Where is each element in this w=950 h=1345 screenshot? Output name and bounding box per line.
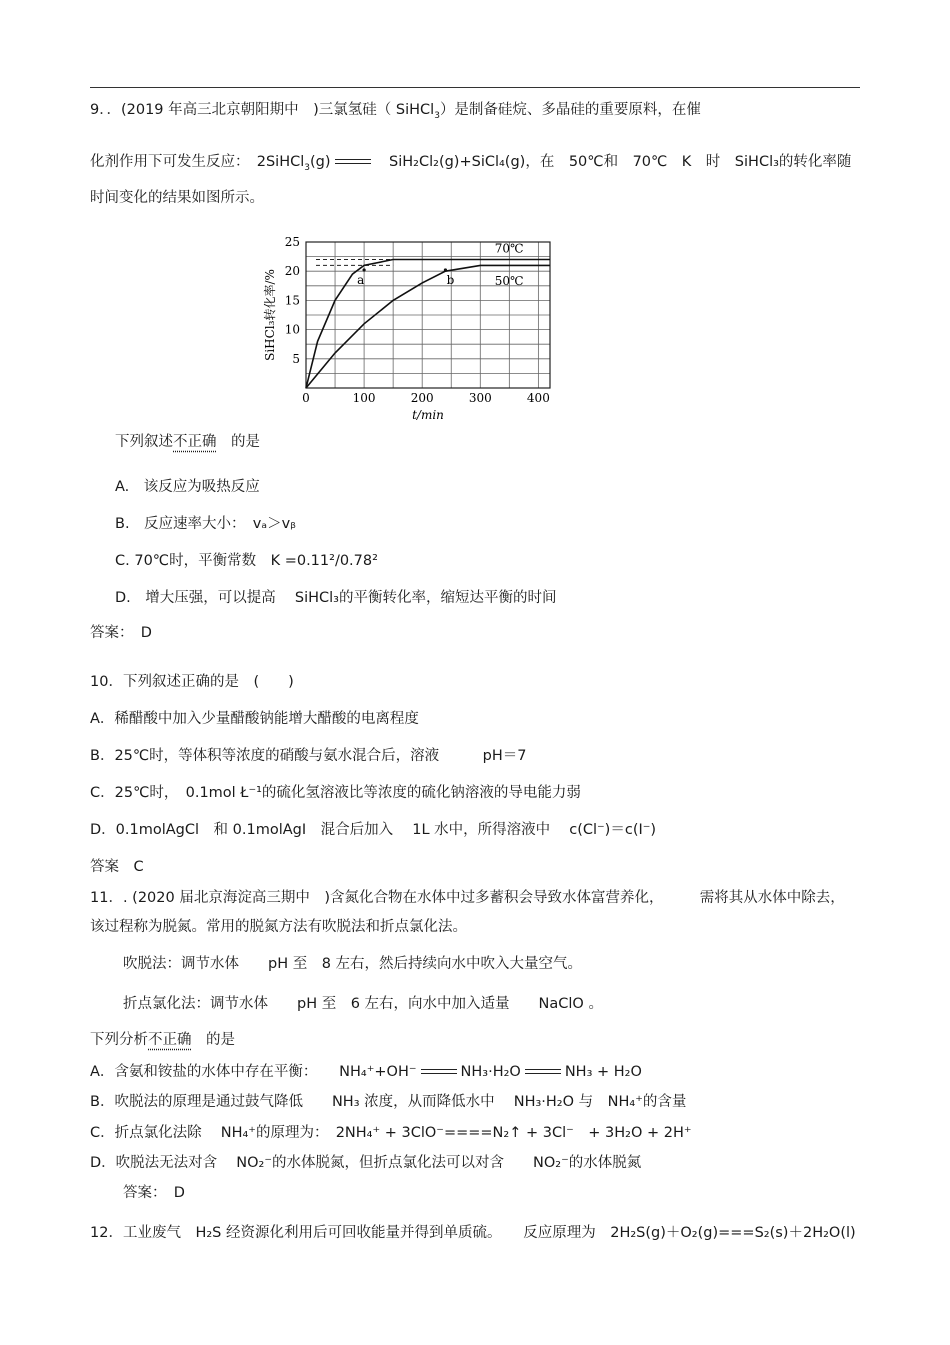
q11-option-b: B．吹脱法的原理是通过鼓气降低 NH₃ 浓度，从而降低水中 NH₃·H₂O 与 NH₄⁺的含量: [90, 1094, 687, 1110]
q11-prompt: 下列分析不正确 的是: [90, 1032, 235, 1048]
chart-svg: [258, 236, 560, 426]
point-label: a: [357, 273, 365, 288]
y-tick-label: 10: [284, 322, 300, 337]
q12-stem: 12．工业废气 H₂S 经资源化利用后可回收能量并得到单质硫。 反应原理为 2H₂S(g)＋O₂(g)===S₂(s)＋2H₂O(l): [90, 1225, 856, 1241]
q9-answer: 答案： D: [90, 625, 152, 641]
q9-line2: 化剂作用下可发生反应： 2SiHCl$_3$(g) SiH₂Cl₂(g)+SiCl₄(g)，在 50℃和 70℃ K 时 SiHCl₃的转化率随: [90, 154, 852, 173]
q11-line2: 该过程称为脱氮。常用的脱氮方法有吹脱法和折点氯化法。: [90, 919, 467, 935]
y-axis-label: SiHCl₃转化率/%: [263, 269, 277, 361]
q11-option-c: C．折点氯化法除 NH₄⁺的原理为： 2NH₄⁺ + 3ClO⁻====N₂↑ + 3Cl⁻ + 3H₂O + 2H⁺: [90, 1125, 692, 1141]
q11-line3: 吹脱法：调节水体 pH 至 8 左右，然后持续向水中吹入大量空气。: [123, 956, 583, 972]
q11-answer: 答案： D: [123, 1185, 185, 1201]
x-tick-label: 100: [352, 391, 376, 405]
data-point: [444, 268, 447, 271]
x-tick-label: 400: [526, 391, 550, 405]
x-tick-label: 300: [468, 391, 492, 405]
q9-option-d: D. 增大压强，可以提高 SiHCl₃的平衡转化率，缩短达平衡的时间: [115, 590, 557, 606]
q10-option-d: D．0.1molAgCl 和 0.1molAgI 混合后加入 1L 水中，所得溶液中 c(Cl⁻)＝c(I⁻): [90, 822, 657, 838]
x-tick-label: 200: [410, 391, 434, 405]
series-label: 70℃: [494, 241, 524, 256]
equilibrium-arrow-icon: [335, 157, 371, 167]
q11-option-a: A．含氨和铵盐的水体中存在平衡： NH₄⁺+OH⁻ NH₃·H₂O NH₃ + H₂O: [90, 1064, 642, 1080]
y-tick-label: 25: [284, 236, 300, 249]
x-tick-label: 0: [302, 391, 310, 405]
conversion-chart: [258, 236, 560, 426]
q10-stem: 10．下列叙述正确的是 ( ): [90, 674, 294, 690]
q11-line4: 折点氯化法：调节水体 pH 至 6 左右，向水中加入适量 NaClO 。: [123, 996, 603, 1012]
x-axis-label: t/min: [412, 408, 444, 422]
q10-option-c: C．25℃时， 0.1mol Ł⁻¹的硫化氢溶液比等浓度的硫化钠溶液的导电能力弱: [90, 785, 581, 801]
point-label: b: [446, 273, 455, 288]
q10-answer: 答案 C: [90, 859, 144, 875]
series-label: 50℃: [494, 274, 524, 289]
q11-option-d: D．吹脱法无法对含 NO₂⁻的水体脱氮，但折点氯化法可以对含 NO₂⁻的水体脱氮: [90, 1155, 642, 1171]
q10-option-a: A．稀醋酸中加入少量醋酸钠能增大醋酸的电离程度: [90, 711, 419, 727]
q9-option-a: A. 该反应为吸热反应: [115, 479, 260, 495]
q11-line1: 11．. (2020 届北京海淀高三期中 )含氮化合物在水体中过多蓄积会导致水体富营养化， 需将其从水体中除去，: [90, 890, 845, 906]
top-rule: [90, 87, 860, 88]
q10-option-b: B．25℃时，等体积等浓度的硝酸与氨水混合后，溶液 pH＝7: [90, 748, 527, 764]
q9-line1: 9．．(2019 年高三北京朝阳期中 )三氯氢硅（ SiHCl$_3$）是制备硅烷、多晶硅的重要原料，在催: [90, 102, 701, 121]
equilibrium-arrow-icon: [525, 1067, 561, 1077]
q9-line3: 时间变化的结果如图所示。: [90, 190, 264, 206]
q9-option-c: C. 70℃时，平衡常数 K =0.11²/0.78²: [115, 553, 378, 569]
y-tick-label: 5: [292, 351, 300, 366]
q9-option-b: B. 反应速率大小： vₐ＞vᵦ: [115, 516, 296, 532]
data-point: [362, 268, 365, 271]
equilibrium-arrow-icon: [421, 1067, 457, 1077]
q9-prompt: 下列叙述不正确 的是: [115, 434, 260, 450]
y-tick-label: 15: [284, 293, 300, 308]
y-tick-label: 20: [284, 264, 300, 279]
